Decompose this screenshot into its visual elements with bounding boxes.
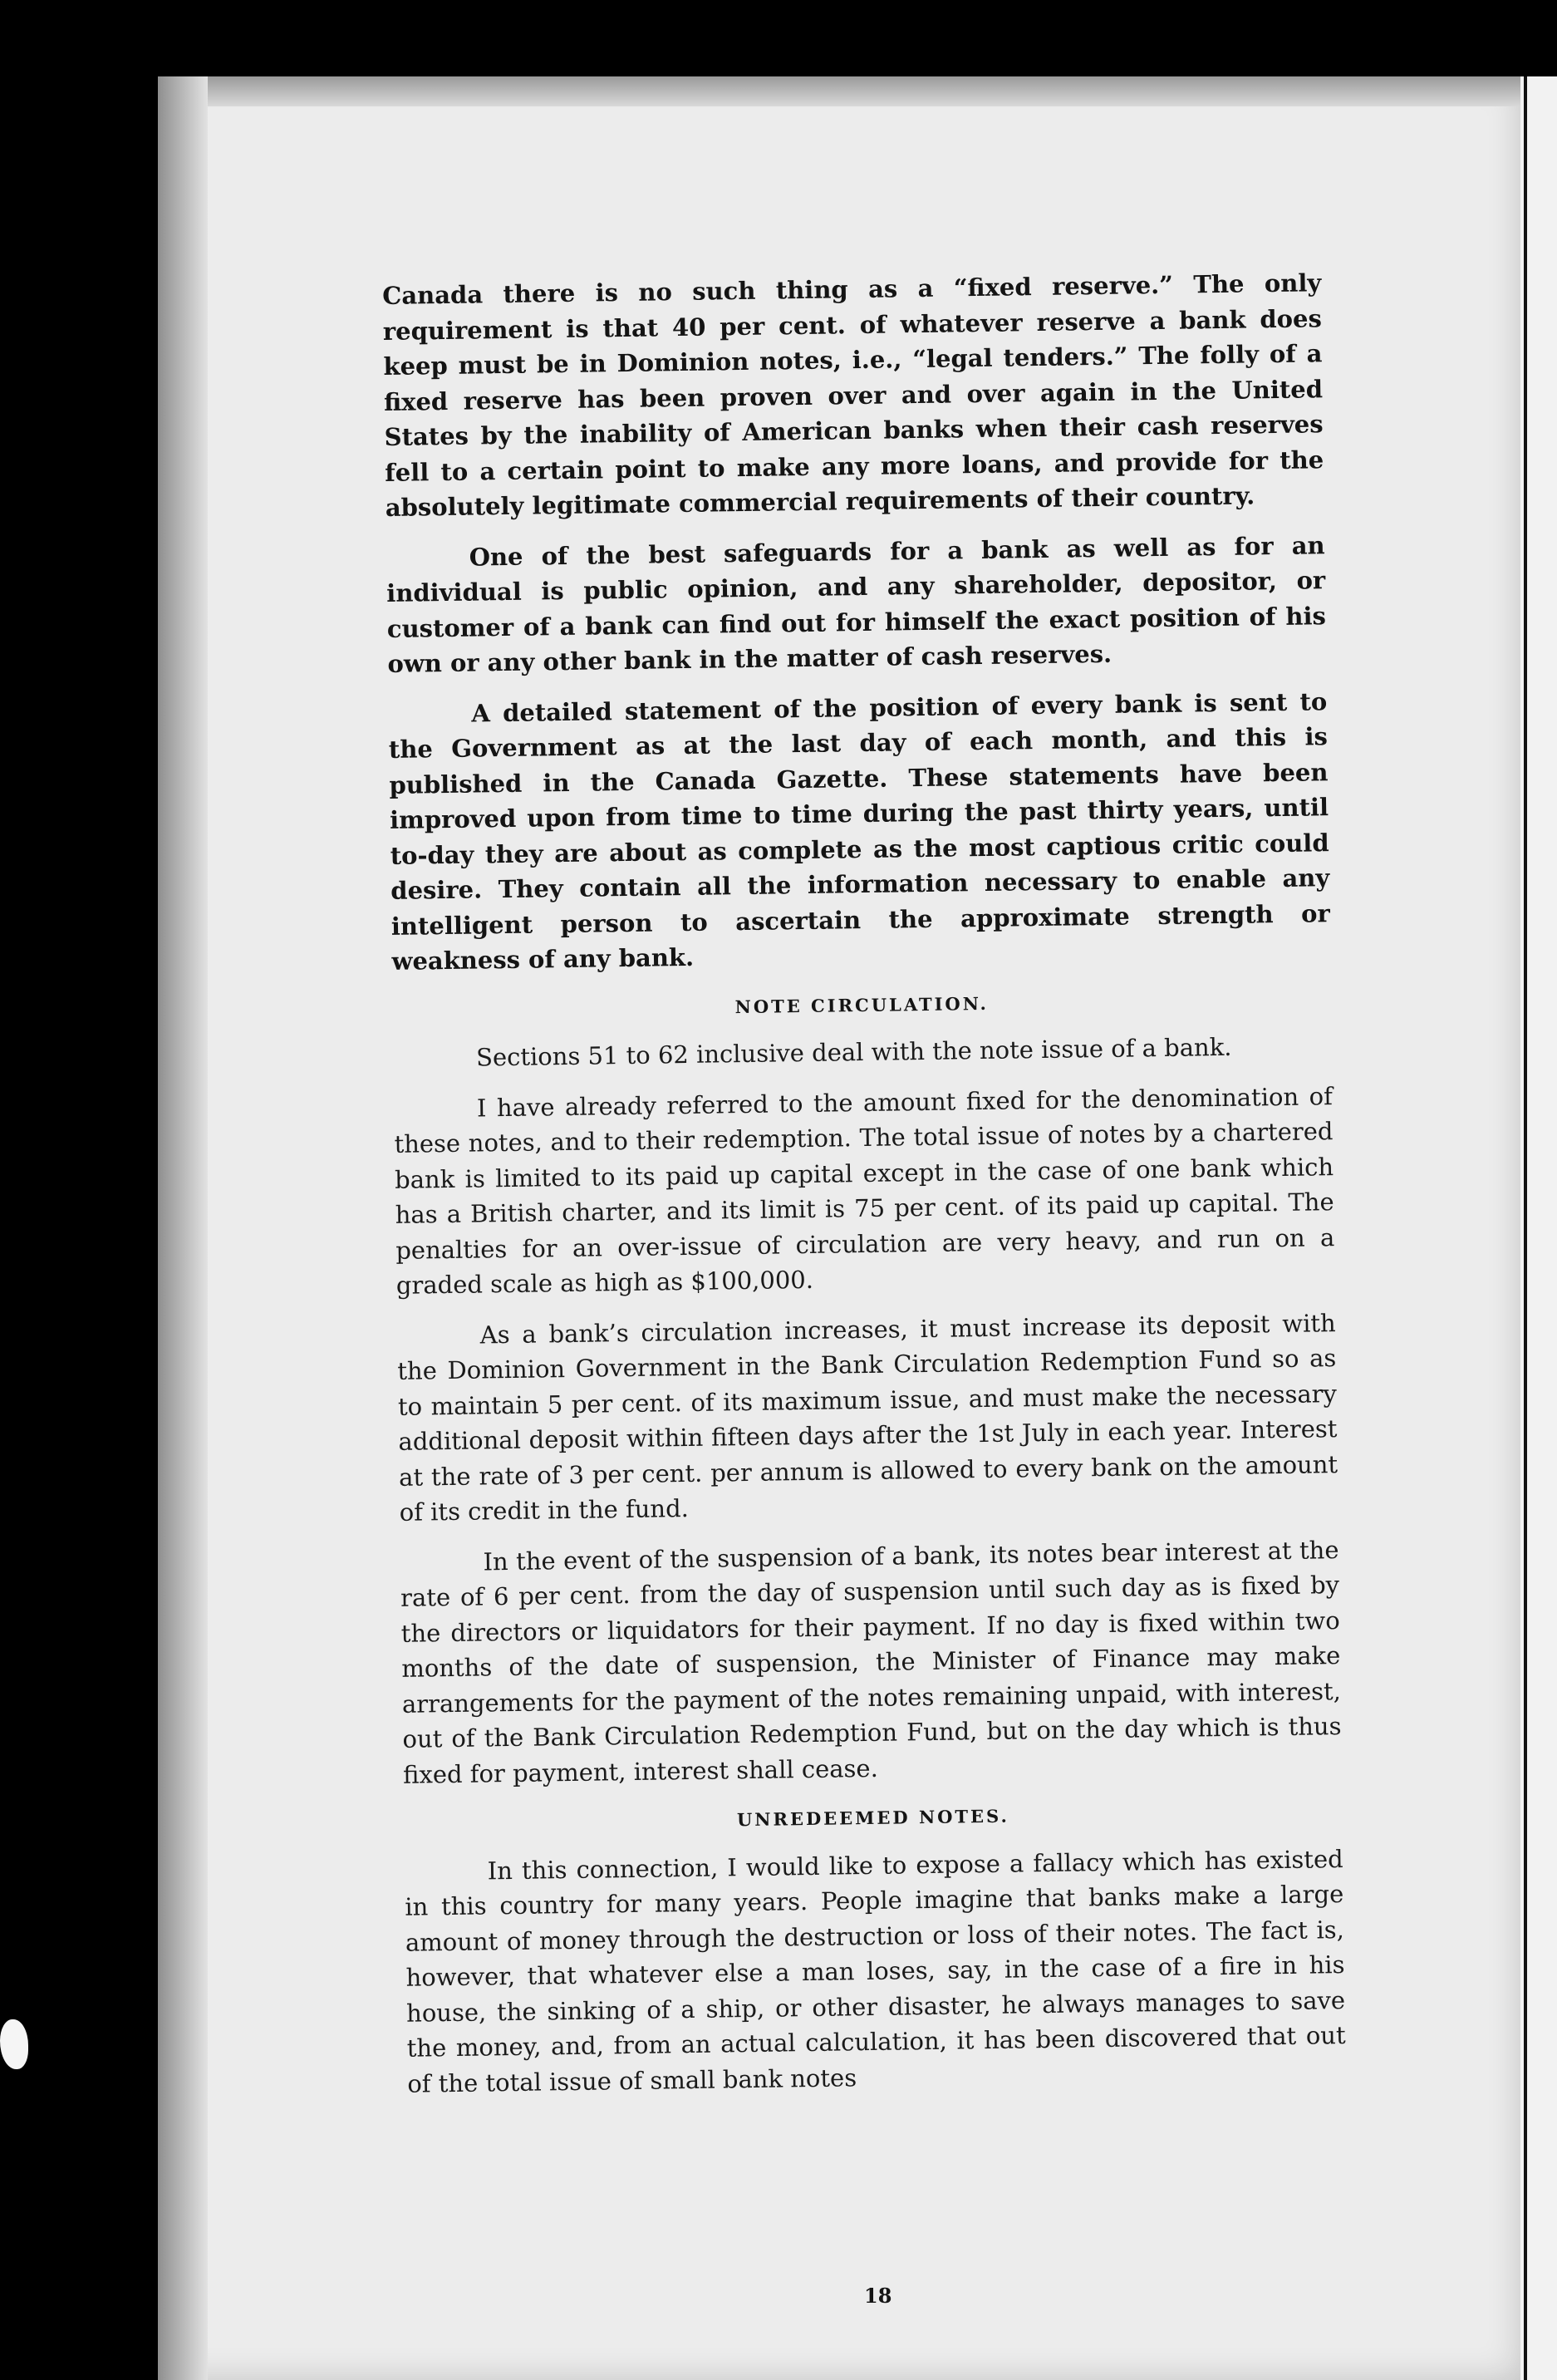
page-top-edge (158, 76, 1520, 106)
heading-unredeemed-notes: UNREDEEMED NOTES. (736, 1805, 1009, 1831)
paragraph-sections: Sections 51 to 62 inclusive deal with the note issue of a bank. (475, 1032, 1232, 1072)
adjacent-page-edge (1520, 76, 1557, 2380)
heading-note-circulation: NOTE CIRCULATION. (734, 992, 990, 1017)
scan-smudge (0, 2019, 28, 2069)
page-number: 18 (864, 2284, 892, 2308)
paragraph-public-opinion: One of the best safeguards for a bank as well as for an individual is public opinion, and any shareholder, depositor, or customer of a bank can find out for himself the exact position of his own or any other bank in the matter of cash reserves. (386, 530, 1327, 678)
paragraph-fallacy: In this connection, I would like to expose a fallacy which has existed in this country for many years. People imagine that banks make a large amount of money through the destruction or loss of their notes. The fact is, however, that whatever else a man loses, say, in the case of a fire in his house, the sinking of a ship, or other disaster, he always manages to save the money, and, from an actual calculation, it has been discovered that out of the total issue of small bank notes (405, 1844, 1346, 2098)
paragraph-circulation-increase: As a bank’s circulation increases, it must increase its deposit with the Dominion Government in the Bank Circulation Redemption Fund so as to maintain 5 per cent. of its maximum issue, and must make the necessary additional deposit within fifteen days after the 1st July in each year. Interest at the rate of 3 per cent. per annum is allowed to every bank on the amount of its credit in the fund. (397, 1308, 1338, 1527)
paragraph-fixed-reserve: Canada there is no such thing as a “fixed reserve.” The only requirement is that 40 per cent. of whatever reserve a bank does keep must be in Dominion notes, i.e., “legal tenders.” The folly of a fixed reserve has been proven over and over again in the United States by the inability of American banks when their cash reserves fell to a certain point to make any more loans, and provide for the absolutely legitimate commercial requirements of their country. (382, 268, 1324, 522)
page-border-rule (1524, 76, 1527, 2380)
body-text (382, 265, 1347, 2117)
page-left-edge (158, 76, 208, 2380)
paragraph-suspension: In the event of the suspension of a bank, its notes bear interest at the rate of 6 per cent. from the day of suspension until such day as is fixed by the directors or liquidators for their payment. If no day is fixed within two months of the date of suspension, the Minister of Finance may make arrangements for the payment of the notes remaining unpaid, with interest, out of the Bank Circulation Redemption Fund, but on the day which is thus fixed for payment, interest shall cease. (400, 1535, 1342, 1789)
paragraph-detailed-statement: A detailed statement of the position of every bank is sent to the Government as at the last day of each month, and this is published in the Canada Gazette. These statements have been improved upon from time to time during the past thirty years, until to-day they are about as complete as the most captious critic could desire. They contain all the information necessary to enable any intelligent person to ascertain the approximate strength or weakness of any bank. (388, 686, 1331, 976)
paragraph-denomination: I have already referred to the amount fixed for the denomination of these notes, and to their redemption. The total issue of notes by a chartered bank is limited to its paid up capital except in the case of one bank which has a British charter, and its limit is 75 per cent. of its paid up capital. The penalties for an over-issue of circulation are very heavy, and run on a graded scale as high as $100,000. (394, 1081, 1335, 1300)
